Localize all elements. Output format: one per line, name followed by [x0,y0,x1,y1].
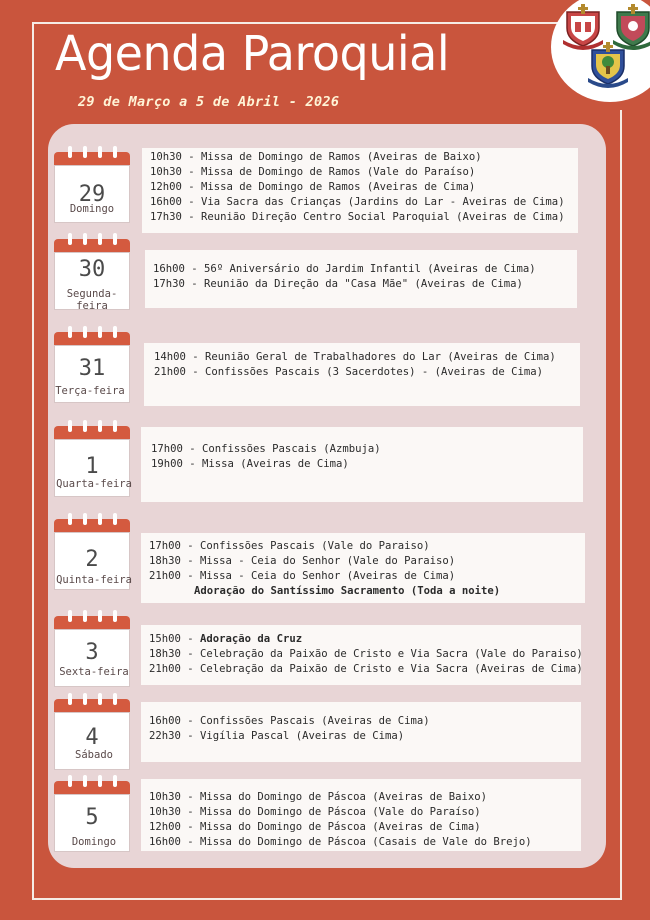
events-box-1 [141,427,583,502]
event-item: 12h00 - Missa de Domingo de Ramos (Aveiras de Cima) [150,181,476,193]
day-name: Domingo [71,836,117,848]
calendar-icon-5 [54,775,132,848]
calendar-icon-29 [54,146,132,216]
events-box-4 [141,702,581,762]
events-box-30 [145,250,577,308]
day-number: 2 [85,547,99,572]
event-item: 17h00 - Confissões Pascais (Azmbuja) [151,443,381,455]
events-box-2 [141,533,585,603]
event-item: 10h30 - Missa de Domingo de Ramos (Aveiras de Baixo) [150,151,482,163]
calendar-icon-1 [54,420,132,490]
event-time [149,633,302,645]
event-item: 21h00 - Celebração da Paixão de Cristo e Via Sacra (Aveiras de Cima) [149,663,583,675]
date-range-subtitle: 29 de Março a 5 de Abril - 2026 [78,94,340,110]
day-number: 30 [78,257,106,282]
page-frame-right [620,110,622,900]
event-item: 17h30 - Reunião da Direção da "Casa Mãe" (Aveiras de Cima) [153,278,523,290]
day-number: 29 [78,182,106,207]
event-item: 10h30 - Missa do Domingo de Páscoa (Aveiras de Baixo) [149,791,488,803]
event-item: 10h30 - Missa de Domingo de Ramos (Vale do Paraíso) [150,166,476,178]
page-title: Agenda Paroquial [55,24,450,82]
events-box-31 [144,343,580,406]
event-item: 16h00 - Via Sacra das Crianças (Jardins do Lar - Aveiras de Cima) [150,196,565,208]
event-title-bold: Adoração da Cruz [200,633,303,645]
event-item: 19h00 - Missa (Aveiras de Cima) [151,458,349,470]
event-item: 17h00 - Confissões Pascais (Vale do Paraiso) [149,540,430,552]
calendar-icon-30 [54,233,132,312]
day-name: Terça-feira [55,385,125,397]
event-item: 16h00 - Confissões Pascais (Aveiras de Cima) [149,715,430,727]
event-item: 12h00 - Missa do Domingo de Páscoa (Aveiras de Cima) [149,821,481,833]
day-name: Domingo [69,203,115,215]
parish-crest-red-icon [563,4,603,50]
calendar-icon-31 [54,326,132,396]
event-item: 16h00 - Missa do Domingo de Páscoa (Casais de Vale do Brejo) [149,836,532,848]
day-name: Sábado [75,749,113,761]
event-item: 14h00 - Reunião Geral de Trabalhadores do Lar (Aveiras de Cima) [154,351,556,363]
events-box-5 [141,779,581,851]
parish-crest-green-icon [613,4,650,50]
event-item: 21h00 - Confissões Pascais (3 Sacerdotes) - (Aveiras de Cima) [154,366,544,378]
calendar-icon-4 [54,693,132,763]
event-item: 17h30 - Reunião Direção Centro Social Paroquial (Aveiras de Cima) [150,211,565,223]
day-number: 1 [85,454,99,479]
calendar-icon-3 [54,610,132,680]
day-number: 3 [85,640,99,665]
event-item: 21h00 - Missa - Ceia do Senhor (Aveiras de Cima) [149,570,456,582]
event-time-text: 15h00 - [149,633,201,645]
events-box-3 [141,625,581,685]
event-item: 18h30 - Missa - Ceia do Senhor (Vale do Paraiso) [149,555,456,567]
event-item-highlight: Adoração do Santíssimo Sacramento (Toda a noite) [194,585,501,597]
event-item: 22h30 - Vigília Pascal (Aveiras de Cima) [149,730,405,742]
day-name: Sexta-feira [59,666,129,678]
event-item [149,632,581,647]
day-number: 4 [85,725,99,750]
day-name: Quarta-feira [56,478,132,490]
day-number: 31 [78,356,106,381]
day-name: Segunda-feira [66,288,118,312]
event-item: 18h30 - Celebração da Paixão de Cristo e Via Sacra (Vale do Paraiso) [149,648,583,660]
day-number: 5 [85,805,99,830]
day-name: Quinta-feira [56,574,132,586]
calendar-icon-2 [54,513,132,586]
event-item: 16h00 - 56º Aniversário do Jardim Infantil (Aveiras de Cima) [153,263,536,275]
events-box-29 [142,148,578,233]
parish-crest-blue-icon [588,42,628,88]
logos-badge [551,0,650,102]
event-item: 10h30 - Missa do Domingo de Páscoa (Vale do Paraíso) [149,806,481,818]
